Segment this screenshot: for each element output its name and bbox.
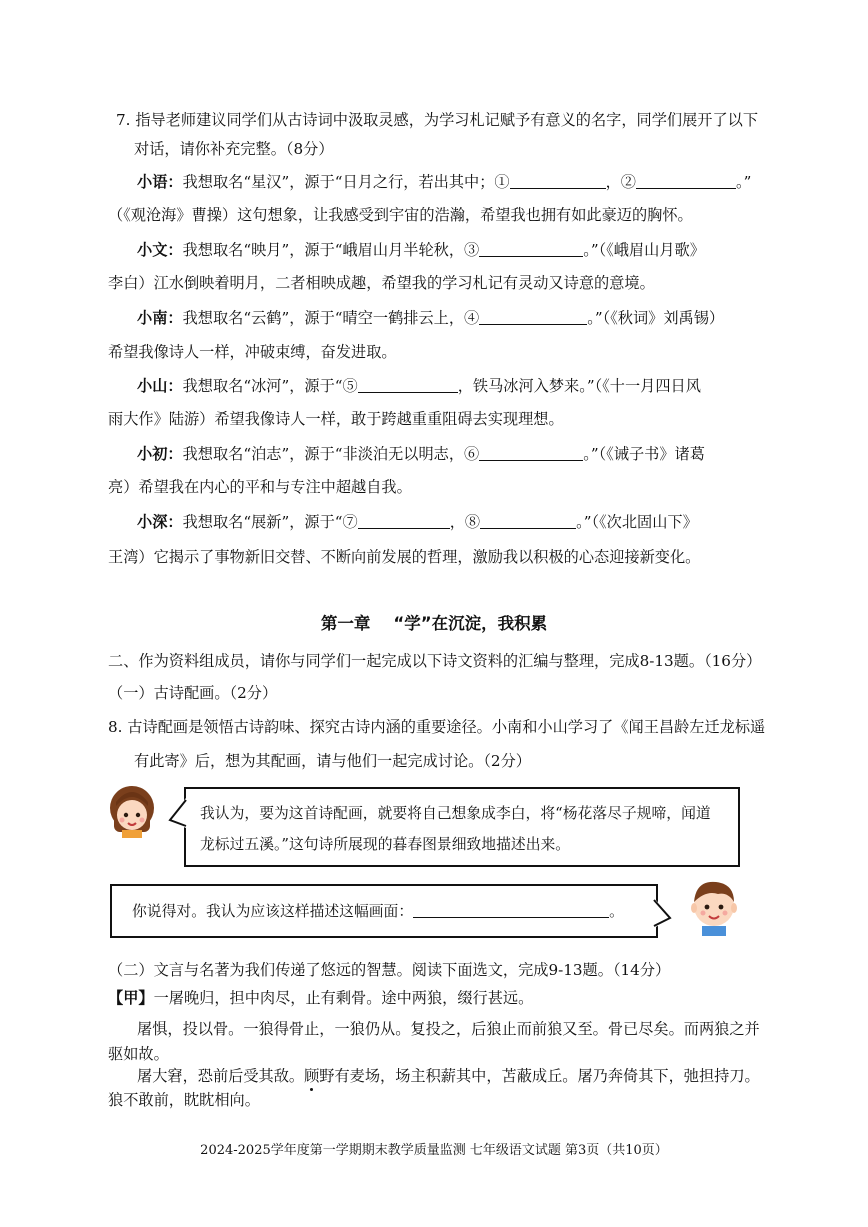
q7-xiaowen-cont: 李白）江水倒映着明月，二者相映成趣，希望我的学习札记有灵动又诗意的意境。 <box>108 274 655 292</box>
bubble2-tail <box>652 898 674 928</box>
part1-heading: （一）古诗配画。（2分） <box>108 684 278 702</box>
speaker-xiaoshen: 小深： <box>137 513 183 531</box>
q7-xiaochu-cont: 亮）希望我在内心的平和与专注中超越自我。 <box>108 478 412 496</box>
speaker-xiaowen: 小文： <box>137 241 183 259</box>
girl-avatar-icon <box>108 784 156 838</box>
q7-xiaoshan: 小山：我想取名“冰河”，源于“⑤ ，铁马冰河入梦来。”（《十一月四日风 <box>137 377 701 395</box>
answer-blank-4[interactable] <box>479 310 587 325</box>
q8-line1: 8. 古诗配画是领悟古诗韵味、探究古诗内涵的重要途径。小南和小山学习了《闻王昌龄左迁龙标遥 <box>108 718 766 736</box>
speaker-xiaochu: 小初： <box>137 445 183 463</box>
speaker-xiaoyu: 小语： <box>137 173 183 191</box>
q7-line1: 7. 指导老师建议同学们从古诗词中汲取灵感，为学习札记赋予有意义的名字，同学们展开了以下 <box>116 111 759 129</box>
bubble1-tail <box>168 798 188 828</box>
jia-para2-line1: 屠惧，投以骨。一狼得骨止，一狼仍从。复投之，后狼止而前狼又至。骨已尽矣。而两狼之并 <box>137 1020 760 1038</box>
jia-para1: 【甲】一屠晚归，担中肉尽，止有剩骨。途中两狼，缀行甚远。 <box>108 989 534 1007</box>
jia-para2-line2: 驱如故。 <box>108 1045 169 1063</box>
section2-intro: 二、作为资料组成员，请你与同学们一起完成以下诗文资料的汇编与整理，完成8-13题。（16分） <box>108 652 762 670</box>
q7-xiaoyu-cont: （《观沧海》曹操）这句想象，让我感受到宇宙的浩瀚，希望我也拥有如此豪迈的胸怀。 <box>108 206 693 224</box>
q7-xiaoyu: 小语：我想取名“星汉”，源于“日月之行，若出其中；① ，② 。” <box>137 173 752 191</box>
answer-blank-2[interactable] <box>636 174 736 189</box>
bubble1-line2: 龙标过五溪。”这句诗所展现的暮春图景细致地描述出来。 <box>200 836 571 853</box>
q7-xiaoshan-cont: 雨大作》陆游）希望我像诗人一样，敢于跨越重重阻碍去实现理想。 <box>108 410 564 428</box>
page-footer: 2024-2025学年度第一学期期末教学质量监测 七年级语文试题 第3页（共10页） <box>200 1143 668 1158</box>
q7-xiaochu: 小初：我想取名“泊志”，源于“非淡泊无以明志，⑥ 。”（《诫子书》诸葛 <box>137 445 705 463</box>
q8-line2: 有此寄》后，想为其配画，请与他们一起完成讨论。（2分） <box>134 752 531 770</box>
q7-xiaonan: 小南：我想取名“云鹤”，源于“晴空一鹤排云上，④ 。”（《秋词》刘禹锡） <box>137 309 725 327</box>
jia-label: 【甲】 <box>108 989 154 1007</box>
speech-bubble-2 <box>110 884 658 938</box>
answer-blank-8[interactable] <box>480 514 576 529</box>
emphasis-dot-char: 顾 <box>304 1067 320 1085</box>
q7-xiaowen: 小文：我想取名“映月”，源于“峨眉山月半轮秋，③ 。”（《峨眉山月歌》 <box>137 241 705 259</box>
speech-bubble-1 <box>184 787 740 867</box>
speaker-xiaoshan: 小山： <box>137 377 183 395</box>
q7-xiaoshen-cont: 王湾）它揭示了事物新旧交替、不断向前发展的哲理，激励我以积极的心态迎接新变化。 <box>108 548 701 566</box>
answer-blank-1[interactable] <box>510 174 606 189</box>
jia-para3-line2: 狼不敢前，眈眈相向。 <box>108 1091 260 1109</box>
answer-blank-q8[interactable] <box>413 903 609 918</box>
q7-line2: 对话，请你补充完整。（8分） <box>134 140 334 158</box>
answer-blank-3[interactable] <box>479 242 583 257</box>
bubble2-text: 你说得对。我认为应该这样描述这幅画面： 。 <box>132 903 624 920</box>
jia-para3-line1: 屠大窘，恐前后受其敌。顾野有麦场，场主积薪其中，苫蔽成丘。屠乃奔倚其下，弛担持刀。 <box>137 1067 760 1085</box>
bubble1-line1: 我认为，要为这首诗配画，就要将自己想象成李白，将“杨花落尽子规啼，闻道 <box>200 805 711 822</box>
q7-xiaonan-cont: 希望我像诗人一样，冲破束缚，奋发进取。 <box>108 343 397 361</box>
answer-blank-7[interactable] <box>358 514 450 529</box>
speaker-xiaonan: 小南： <box>137 309 183 327</box>
chapter-title: 第一章 “学”在沉淀，我积累 <box>320 614 548 633</box>
boy-avatar-icon <box>688 876 740 936</box>
q7-xiaoshen: 小深：我想取名“展新”，源于“⑦ ，⑧ 。”（《次北固山下》 <box>137 513 698 531</box>
answer-blank-6[interactable] <box>479 446 583 461</box>
part2-heading: （二）文言与名著为我们传递了悠远的智慧。阅读下面选文，完成9-13题。（14分） <box>108 961 671 979</box>
answer-blank-5[interactable] <box>358 378 458 393</box>
